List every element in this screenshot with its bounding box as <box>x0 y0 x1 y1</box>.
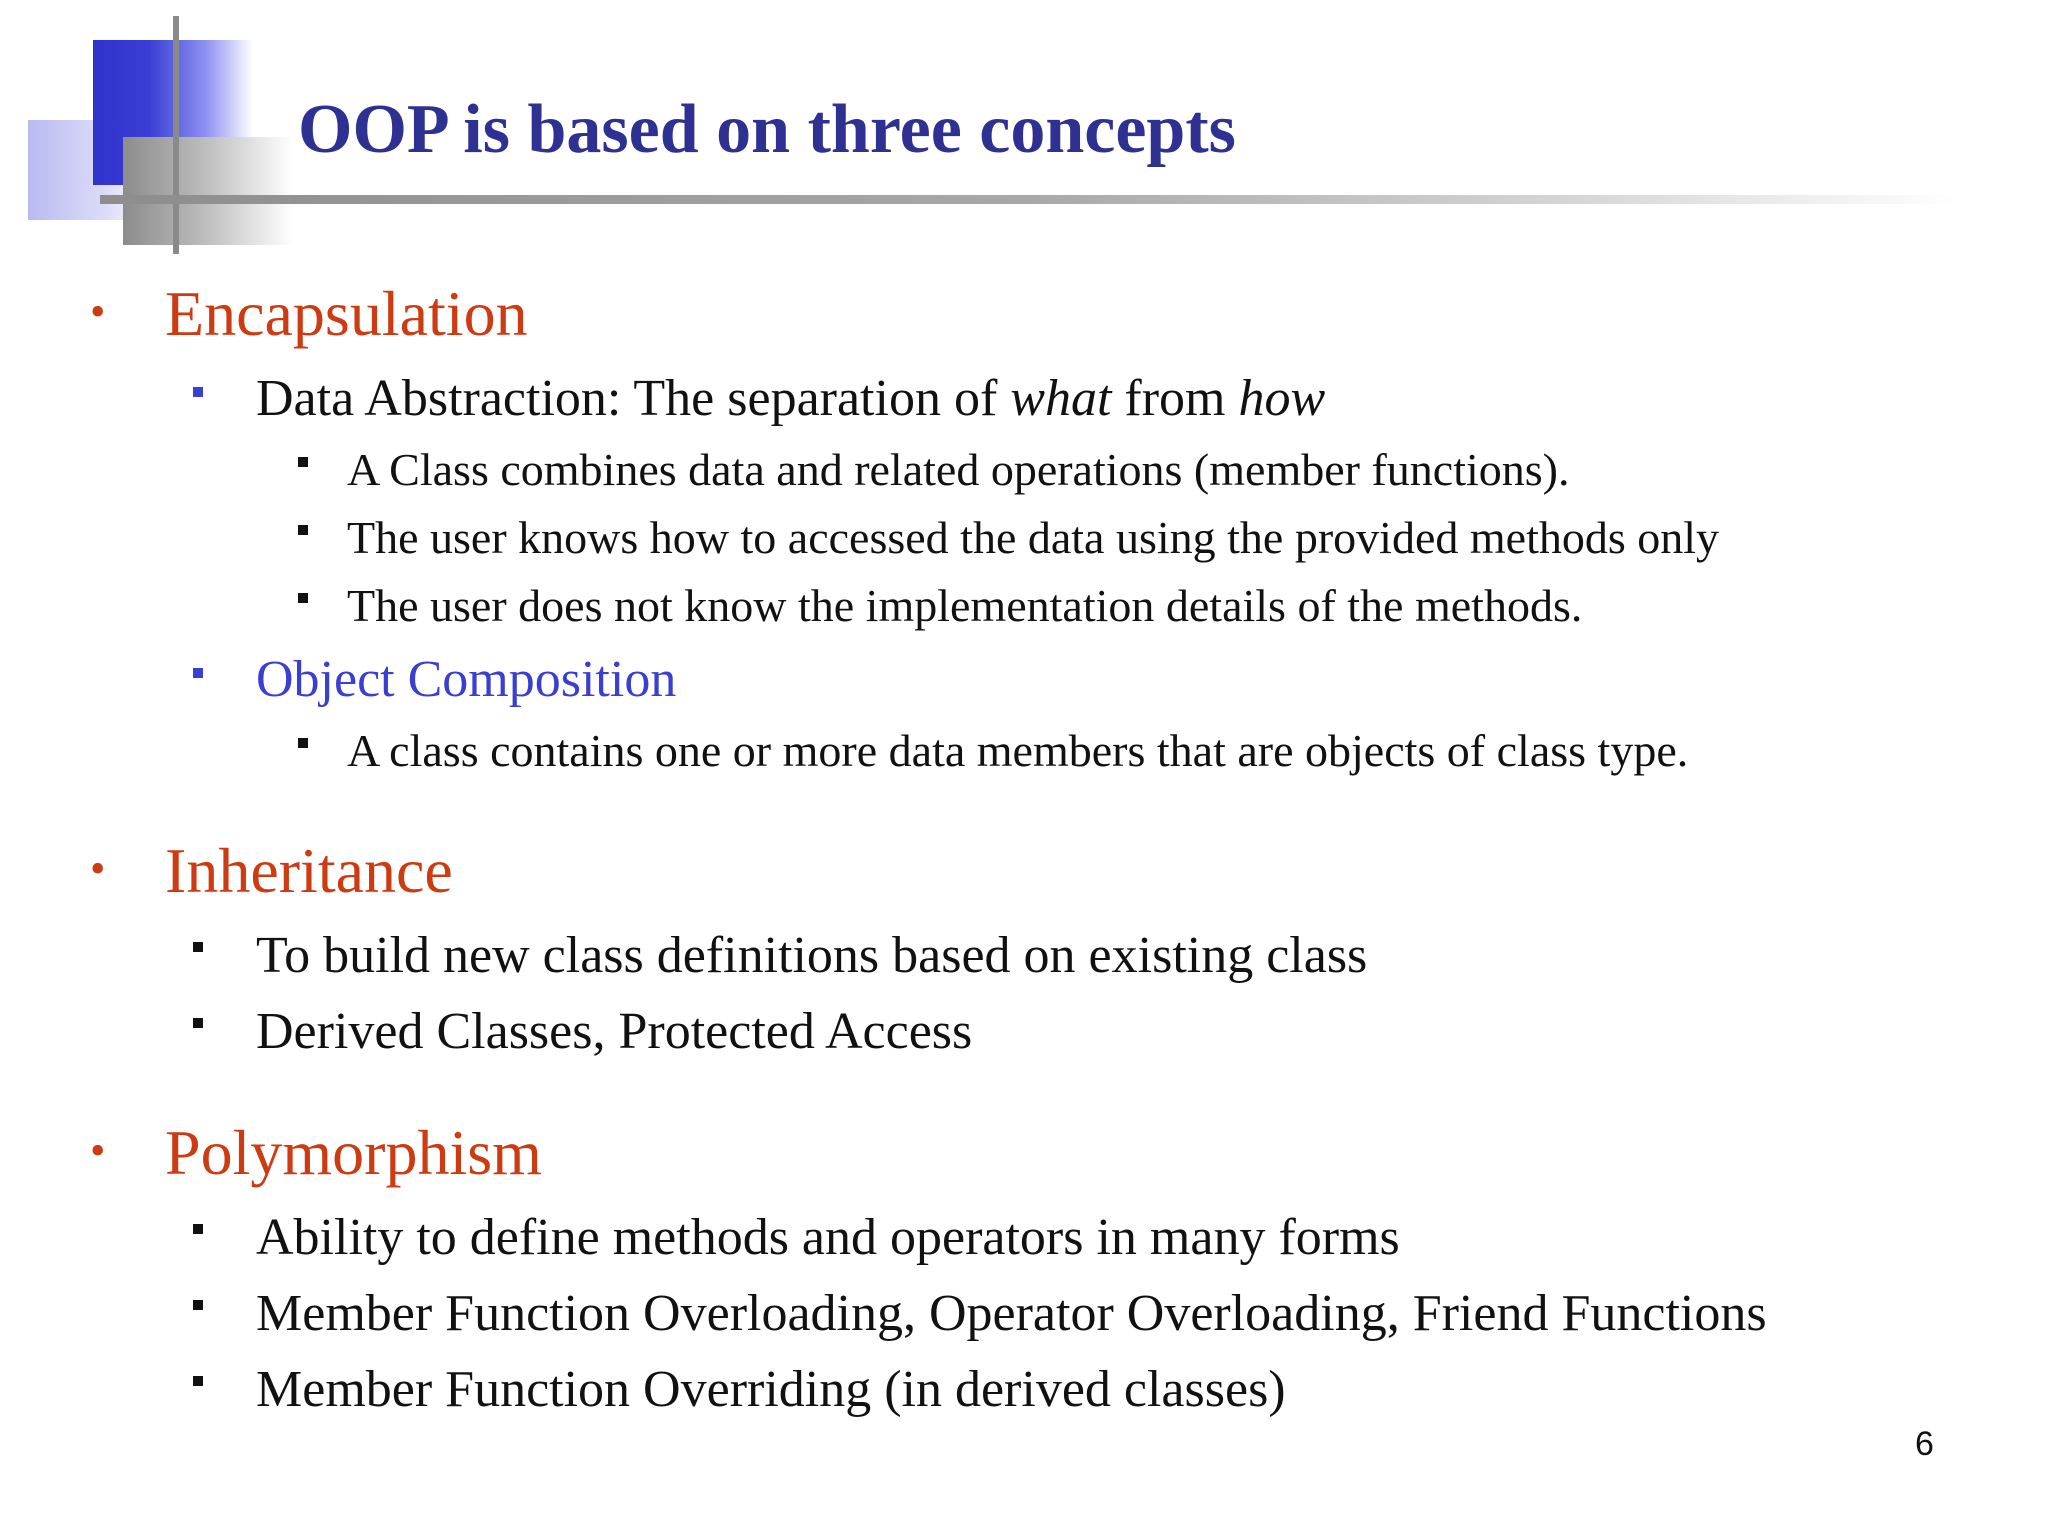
bullet-square <box>298 457 308 467</box>
item-text-part: : The separation of <box>606 370 1011 427</box>
bullet-dot: • <box>90 287 106 336</box>
subitem-text: The user knows how to accessed the data using the provided methods only <box>347 512 1720 563</box>
subitem-text: A class contains one or more data members that are objects of class type. <box>347 725 1689 776</box>
decor-vertical-line <box>173 16 179 254</box>
item-text: Member Function Overloading, Operator Overloading, Friend Functions <box>256 1285 1767 1342</box>
item-text <box>256 369 1325 429</box>
bullet-square <box>193 1376 203 1386</box>
bullet-square <box>193 942 203 952</box>
slide-title: OOP is based on three concepts <box>298 91 1236 168</box>
bullet-square <box>193 668 203 678</box>
bullet-square <box>298 593 308 603</box>
item-label: Object Composition <box>256 651 677 708</box>
bullet-square <box>193 387 203 397</box>
item-label: Data Abstraction <box>256 370 607 427</box>
item-text: To build new class definitions based on existing class <box>256 927 1368 984</box>
bullet-square <box>193 1224 203 1234</box>
title-underline <box>100 195 1960 204</box>
item-text-emphasis: what <box>1010 370 1112 427</box>
item-text-part: from <box>1111 370 1239 427</box>
item-text: Member Function Overriding (in derived classes) <box>256 1361 1286 1418</box>
bullet-dot: • <box>90 1126 106 1175</box>
bullet-square <box>193 1018 203 1028</box>
item-text: Ability to define methods and operators in many forms <box>256 1209 1400 1266</box>
subitem-text: A Class combines data and related operations (member functions). <box>347 444 1570 495</box>
item-text: Derived Classes, Protected Access <box>256 1003 973 1060</box>
bullet-square <box>298 738 308 748</box>
decor-gray-square <box>123 137 293 245</box>
section-heading: Inheritance <box>165 835 453 906</box>
subitem-text: The user does not know the implementation details of the methods. <box>347 580 1583 631</box>
page-number: 6 <box>1915 1425 1934 1463</box>
bullet-dot: • <box>90 844 106 893</box>
section-heading: Polymorphism <box>165 1117 542 1188</box>
item-text-emphasis: how <box>1238 370 1326 427</box>
bullet-square <box>298 525 308 535</box>
bullet-square <box>193 1300 203 1310</box>
section-heading: Encapsulation <box>165 278 528 349</box>
